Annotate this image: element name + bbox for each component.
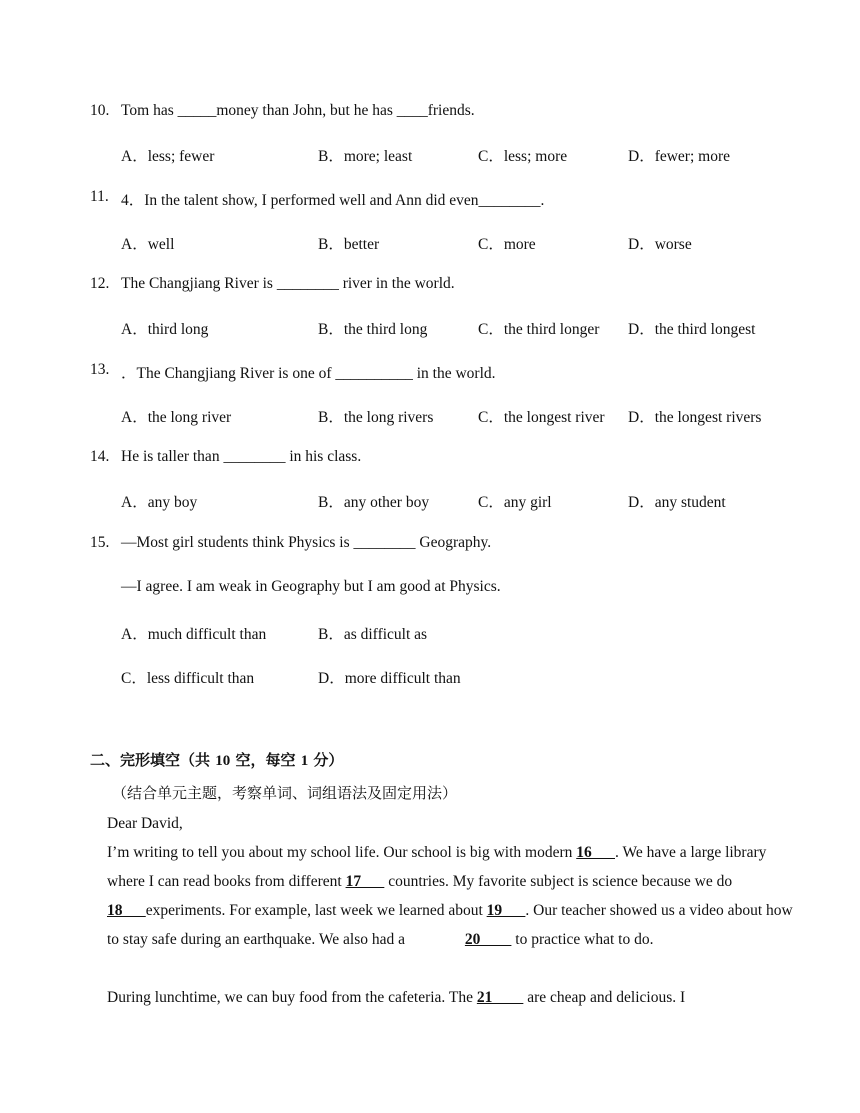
question-13-option-a: A．the long river [121, 409, 232, 426]
question-15-option-b: B．as difficult as [318, 626, 428, 643]
question-13-option-c: C．the longest river [478, 409, 605, 426]
question-12-number: 12. [90, 275, 110, 292]
question-12-option-c: C．the third longer [478, 321, 600, 338]
blank-20: 20 [464, 931, 512, 948]
question-15-reply: —I agree. I am weak in Geography but I am good at Physics. [121, 578, 501, 595]
question-11-text: 4．In the talent show, I performed well and Ann did even________. [121, 192, 545, 209]
section-subtitle: （结合单元主题，考察单词、词组语法及固定用法） [112, 784, 458, 802]
blank-16: 16 [576, 844, 615, 861]
question-12-option-a: A．third long [121, 321, 209, 338]
question-12-text: The Changjiang River is ________ river in the world. [121, 275, 455, 292]
question-14-option-a: A．any boy [121, 494, 198, 511]
question-14-number: 14. [90, 448, 110, 465]
blank-18: 18 [107, 902, 146, 919]
question-14-option-b: B．any other boy [318, 494, 430, 511]
blank-17: 17 [345, 873, 385, 890]
letter-greeting: Dear David, [107, 815, 183, 832]
question-11-option-d: D．worse [628, 236, 692, 253]
question-12-option-b: B．the third long [318, 321, 428, 338]
question-10-number: 10. [90, 102, 110, 119]
blank-21: 21 [476, 989, 524, 1006]
question-14-option-c: C．any girl [478, 494, 552, 511]
question-14-text: He is taller than ________ in his class. [121, 448, 362, 465]
section-heading: 二、完形填空（共 10 空，每空 1 分） [90, 751, 344, 769]
question-13-text: ．The Changjiang River is one of __________ in the world. [121, 365, 496, 382]
question-10-option-b: B．more; least [318, 148, 413, 165]
question-13-option-d: D．the longest rivers [628, 409, 762, 426]
blank-19: 19 [486, 902, 526, 919]
question-15-option-c: C．less difficult than [121, 670, 255, 687]
question-10-option-d: D．fewer; more [628, 148, 730, 165]
question-15-text: —Most girl students think Physics is ________ Geography. [121, 534, 492, 551]
question-11-number: 11. [90, 188, 109, 205]
question-14-option-d: D．any student [628, 494, 726, 511]
question-10-option-a: A．less; fewer [121, 148, 215, 165]
letter-paragraph-1: I’m writing to tell you about my school life. Our school is big with modern 16 . We have a large library where I can read books from different 17 countries. My favorite subject is science because we do 18 experiments. For example, last week we learned about 19 . Our teacher showed us a video about how to stay safe during an earthquake. We also had a 20 to practice what to do. [107, 844, 793, 948]
question-13-number: 13. [90, 361, 110, 378]
question-12-option-d: D．the third longest [628, 321, 756, 338]
letter-paragraph-2: During lunchtime, we can buy food from the cafeteria. The 21 are cheap and delicious. I [107, 989, 686, 1006]
question-15-option-a: A．much difficult than [121, 626, 267, 643]
question-10-text: Tom has _____money than John, but he has ____friends. [121, 102, 475, 119]
question-15-number: 15. [90, 534, 110, 551]
question-10-option-c: C．less; more [478, 148, 568, 165]
question-13-option-b: B．the long rivers [318, 409, 434, 426]
question-11-option-a: A．well [121, 236, 175, 253]
question-11-option-b: B．better [318, 236, 380, 253]
question-11-option-c: C．more [478, 236, 536, 253]
question-15-option-d: D．more difficult than [318, 670, 461, 687]
